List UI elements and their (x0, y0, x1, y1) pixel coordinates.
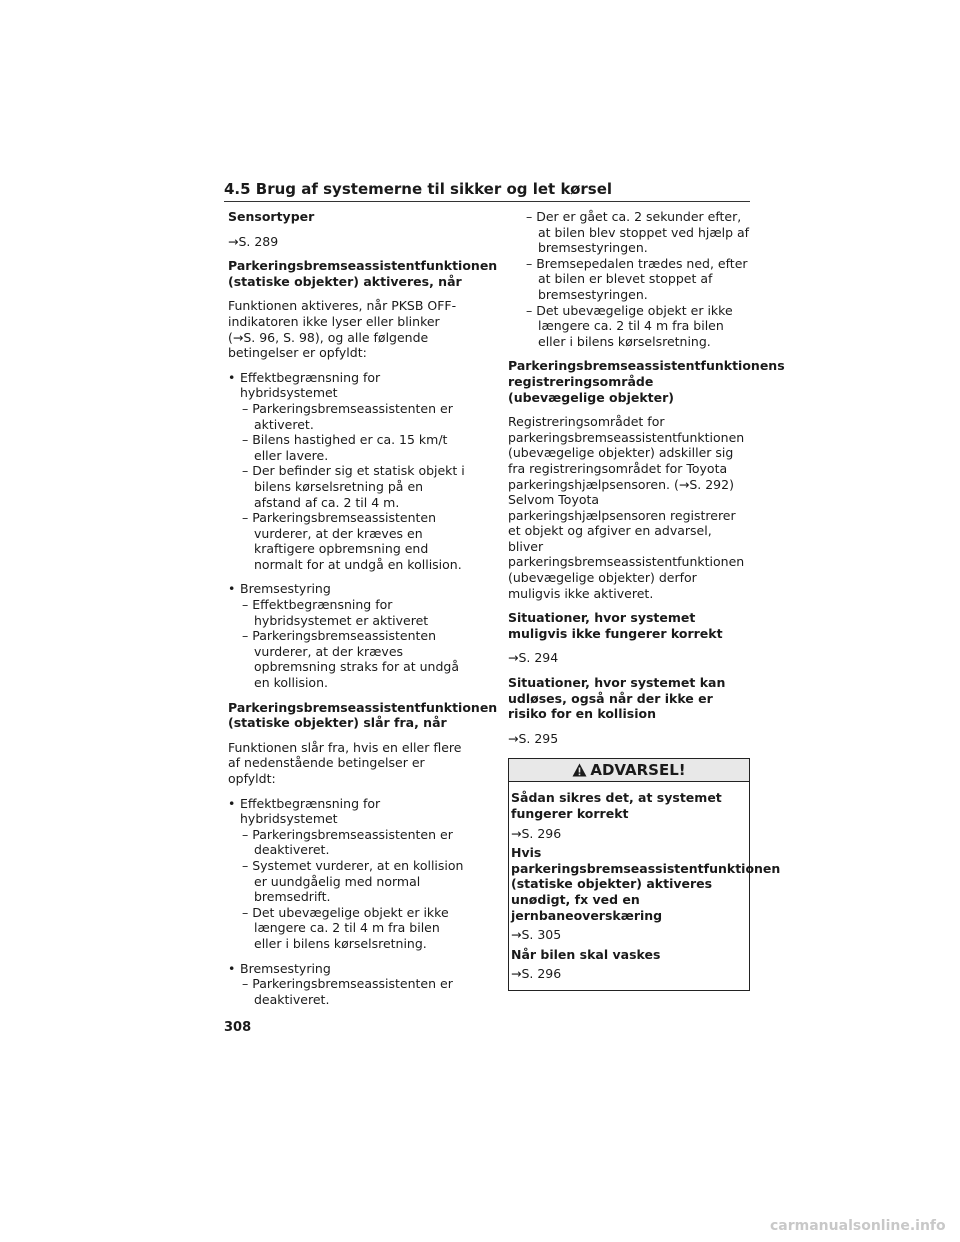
page-reference: →S. 289 (228, 233, 279, 249)
bullet-dot-icon: • (228, 369, 236, 385)
bullet-dot-icon: • (228, 960, 236, 976)
sub-item: – Bilens hastighed er ca. 15 km/t eller lavere. (242, 432, 448, 463)
sub-item: – Der er gået ca. 2 sekunder efter, at bilen blev stoppet ved hjælp af bremsestyringen. (526, 209, 750, 256)
heading-sensortyper: Sensortyper (228, 209, 315, 224)
sub-item: – Bremsepedalen trædes ned, efter at bilen er blevet stoppet af bremsestyringen. (526, 255, 748, 302)
bullet-list-activation (228, 370, 468, 573)
warning-heading: Hvis parkeringsbremseassistentfunktionen (statiske objekter) aktiveres unødigt, fx ved en jernbaneoverskæring (511, 845, 781, 923)
sub-item: – Parkeringsbremseassistenten vurderer, at der kræves en kraftigere opbremsning end normalt for at undgå en kollision. (242, 510, 462, 572)
bullet-list-deactivation-2 (228, 961, 468, 1008)
heading-activation: Parkeringsbremseassistentfunktionen (statiske objekter) aktiveres, når (228, 258, 498, 289)
bullet-item (228, 796, 468, 827)
sub-item: – Der befinder sig et statisk objekt i bilens kørselsretning på en afstand af ca. 2 til 4 m. (242, 463, 465, 510)
paragraph-detection-area: Registreringsområdet for parkeringsbremseassistentfunktionen (ubevægelige objekter) adskiller sig fra registreringsområdet for Toyota parkeringshjælpsensoren. (→S. 292) Selvom Toyota parkeringshjælpsensoren registrerer et objekt og afgiver en advarsel, bliver parkeringsbremseassistentfunktionen (ubevægelige objekter) derfor muligvis ikke aktiveret. (508, 414, 745, 601)
bullet-list-deactivation (228, 796, 468, 952)
warning-heading: Sådan sikres det, at systemet fungerer korrekt (511, 790, 722, 821)
page-reference: →S. 296 (511, 966, 562, 982)
sub-item: – Effektbegrænsning for hybridsystemet er aktiveret (242, 597, 429, 628)
left-column (228, 209, 498, 1016)
bullet-list-activation-2 (228, 581, 468, 690)
warning-label: ADVARSEL! (590, 760, 686, 779)
sub-item: – Parkeringsbremseassistenten er deaktiveret. (242, 826, 453, 858)
sub-item: – Systemet vurderer, at en kollision er uundgåelig med normal bremsedrift. (242, 857, 464, 905)
sub-item: – Parkeringsbremseassistenten er aktiveret. (242, 400, 453, 432)
bullet-text: Effektbegrænsning for hybridsystemet (240, 795, 381, 827)
right-column (508, 209, 785, 991)
page-reference: →S. 296 (511, 825, 562, 841)
sub-list (526, 209, 750, 349)
warning-body (509, 782, 781, 990)
heading-detection-area: Parkeringsbremseassistentfunktionens registreringsområde (ubevægelige objekter) (508, 358, 785, 405)
sub-list (242, 401, 468, 573)
sub-item: – Det ubevægelige objekt er ikke længere ca. 2 til 4 m fra bilen eller i bilens kørselsretning. (526, 302, 733, 349)
warning-box (508, 758, 781, 991)
continued-sub-list (508, 209, 750, 349)
bullet-dot-icon: • (228, 795, 236, 811)
bullet-text: Effektbegrænsning for hybridsystemet (240, 369, 381, 401)
paragraph-deactivation: Funktionen slår fra, hvis en eller flere af nedenstående betingelser er opfyldt: (228, 739, 462, 786)
paragraph-activation: Funktionen aktiveres, når PKSB OFF-indikatoren ikke lyser eller blinker (→S. 96, S. 98), og alle følgende betingelser er opfyldt: (228, 298, 457, 361)
bullet-text: Bremsestyring (240, 960, 331, 976)
bullet-dot-icon: • (228, 581, 236, 597)
page-number: 308 (224, 1020, 252, 1035)
section-header: 4.5 Brug af systemerne til sikker og let kørsel (224, 179, 750, 202)
page-reference: →S. 294 (508, 650, 559, 666)
page-reference: →S. 305 (511, 927, 562, 943)
sub-item: – Parkeringsbremseassistenten er deaktiveret. (242, 976, 453, 1007)
heading-false-trigger: Situationer, hvor systemet kan udløses, også når der ikke er risiko for en kollision (508, 675, 726, 722)
warning-header (509, 759, 749, 782)
sub-item: – Parkeringsbremseassistenten vurderer, at der kræves opbremsning straks for at undgå en kollision. (242, 628, 459, 691)
warning-heading: Når bilen skal vaskes (511, 946, 661, 962)
bullet-item (228, 581, 468, 597)
sub-list (242, 827, 468, 952)
page-reference: →S. 295 (508, 730, 559, 746)
heading-malfunction: Situationer, hvor systemet muligvis ikke fungerer korrekt (508, 610, 723, 641)
sub-list (242, 597, 468, 691)
sub-item: – Det ubevægelige objekt er ikke længere ca. 2 til 4 m fra bilen eller i bilens kørselsretning. (242, 904, 449, 951)
sub-list (242, 976, 468, 1007)
heading-deactivation: Parkeringsbremseassistentfunktionen (statiske objekter) slår fra, når (228, 699, 498, 731)
bullet-text: Bremsestyring (240, 581, 331, 597)
bullet-item (228, 370, 468, 401)
bullet-item (228, 961, 468, 977)
warning-triangle-icon (572, 763, 587, 777)
watermark: carmanualsonline.info (770, 1218, 946, 1234)
